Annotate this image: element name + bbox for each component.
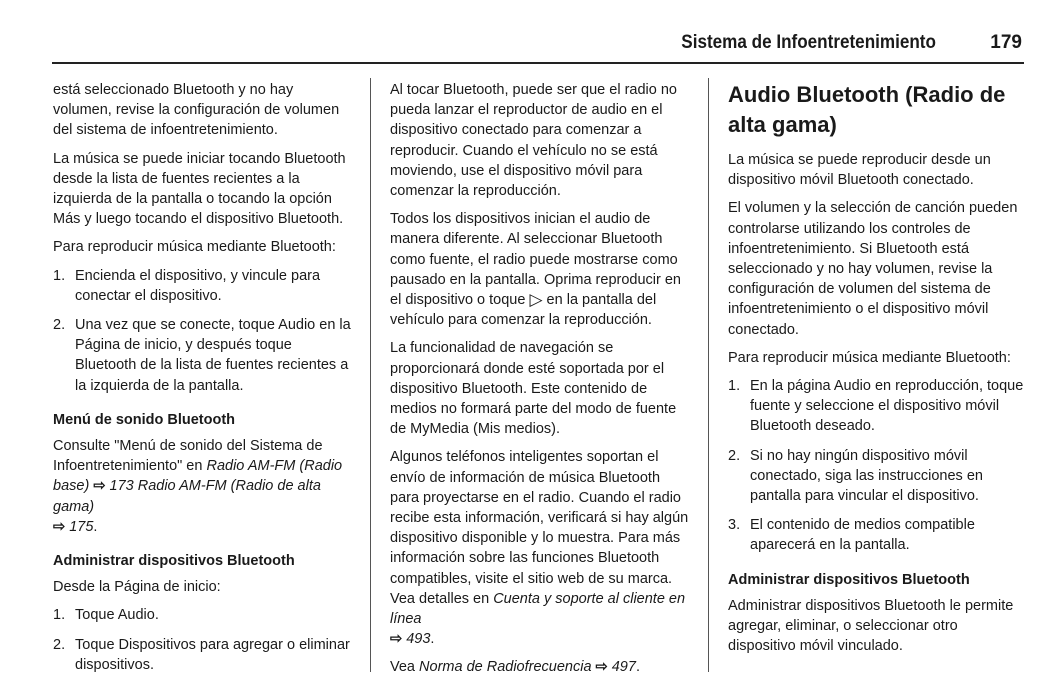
paragraph: Algunos teléfonos inteligentes soportan el envío de información de música Bluetooth para proyectarse en el radio. Cuando el radio recibe esta información, verificará si hay algún dispositivo disponible y lo muestra. Para más información sobre las funciones Bluetooth compatibles, visite el sitio web de su marca. Vea detalles en Cuenta y soporte al cliente en línea ⇨ 493. xyxy=(390,447,690,649)
paragraph: está seleccionado Bluetooth y no hay volumen, revise la configuración de volumen del sistema de infoentretenimiento. xyxy=(53,82,340,139)
xref-link[interactable]: Radio AM-FM (Radio base) xyxy=(53,458,343,495)
arrow-icon: ⇨ xyxy=(93,478,106,495)
list-item-text: Encienda el dispositivo, y vincule para conectar el dispositivo. xyxy=(75,267,321,304)
arrow-icon: ⇨ xyxy=(53,518,66,535)
list-item xyxy=(53,266,353,306)
page-ref[interactable]: 493 xyxy=(406,631,431,648)
text: Algunos teléfonos inteligentes soportan el envío de información de música Bluetooth para proyectarse en el radio. Cuando el radio recibe esta información, verificará si hay algún dispositivo disponible y lo muestra. Para más información sobre las funciones Bluetooth compatibles, visite el sitio web de su marca. Vea detalles en xyxy=(390,449,689,607)
paragraph xyxy=(390,209,690,330)
list-item xyxy=(53,315,353,396)
list-item xyxy=(53,605,353,625)
list-item xyxy=(728,446,1026,507)
list-item-number: 1. xyxy=(728,378,741,395)
xref-link[interactable]: Cuenta y soporte al cliente en línea xyxy=(390,590,686,628)
list-item-number: 2. xyxy=(53,317,66,334)
arrow-icon: ⇨ xyxy=(595,659,608,676)
column-1 xyxy=(53,80,353,684)
paragraph: Consulte "Menú de sonido del Sistema de Infoentretenimiento" en Radio AM-FM (Radio base) ⇨ 173 Radio AM-FM (Radio de alta gama) ⇨ 175. xyxy=(53,436,353,537)
list-item-text: Toque Dispositivos para agregar o eliminar dispositivos. xyxy=(75,636,350,673)
list-item-number: 1. xyxy=(53,607,66,624)
page-ref[interactable]: 175 xyxy=(69,518,94,535)
list-item xyxy=(728,376,1026,437)
section-heading: Audio Bluetooth (Radio de alta gama) xyxy=(728,82,1006,137)
paragraph: Administrar dispositivos Bluetooth le permite agregar, eliminar, o seleccionar otro dispositivo móvil vinculado. xyxy=(728,597,1014,655)
steps-list xyxy=(728,376,1026,556)
page-number: 179 xyxy=(990,32,1022,53)
list-item-text: Toque Audio. xyxy=(75,607,159,624)
page-header xyxy=(52,30,1024,60)
xref-link[interactable]: Radio AM-FM (Radio de alta gama) xyxy=(53,478,321,515)
list-item-text: Una vez que se conecte, toque Audio en la Página de inicio, y después toque Bluetooth de la lista de fuentes recientes a la izquierda de la pantalla. xyxy=(75,317,351,394)
text: Todos los dispositivos inician el audio de manera diferente. Al seleccionar Bluetooth como fuente, el radio puede mostrarse como pausado en la pantalla. Oprima reproducir en el dispositivo o toque xyxy=(390,211,681,309)
paragraph: Al tocar Bluetooth, puede ser que el radio no pueda lanzar el reproductor de audio en el dispositivo conectado para comenzar a reproducir. Cuando el vehículo no se está moviendo, use el dispositivo móvil para comenzar la reproducción. xyxy=(390,82,677,200)
play-icon: ▷ xyxy=(529,290,543,310)
page-ref[interactable]: 497 xyxy=(611,659,636,676)
text: en la pantalla del vehículo para comenzar la reproducción. xyxy=(390,292,657,329)
list-item-number: 1. xyxy=(53,267,66,284)
list-item-text: Si no hay ningún dispositivo móvil conectado, siga las instrucciones en pantalla para vincular el dispositivo. xyxy=(750,447,983,505)
paragraph: La música se puede reproducir desde un dispositivo móvil Bluetooth conectado. xyxy=(728,152,991,189)
list-item-text: En la página Audio en reproducción, toque fuente y seleccione el dispositivo móvil Bluetooth deseado. xyxy=(750,378,1024,435)
paragraph: El volumen y la selección de canción pueden controlarse utilizando los controles de infoentretenimiento. Si Bluetooth está seleccionado y no hay volumen, revise la configuración de volumen del sistema de infoentretenimiento o el dispositivo móvil conectado. xyxy=(728,200,1018,338)
text: Consulte "Menú de sonido del Sistema de Infoentretenimiento" en xyxy=(53,438,323,475)
column-2 xyxy=(390,80,690,686)
header-rule xyxy=(52,62,1024,64)
list-item xyxy=(53,635,353,675)
arrow-icon: ⇨ xyxy=(390,631,403,648)
section-title: Sistema de Infoentretenimiento xyxy=(681,32,936,53)
list-item-number: 2. xyxy=(728,447,741,464)
column-divider-1 xyxy=(370,78,371,672)
steps-list xyxy=(53,605,353,675)
subheading: Menú de sonido Bluetooth xyxy=(53,411,236,428)
paragraph: Desde la Página de inicio: xyxy=(53,579,221,596)
paragraph: Para reproducir música mediante Bluetooth: xyxy=(53,239,336,256)
list-item xyxy=(728,515,1026,555)
paragraph: Vea Norma de Radiofrecuencia ⇨ 497. xyxy=(390,657,690,677)
text: Vea xyxy=(390,659,420,676)
xref-link[interactable]: Norma de Radiofrecuencia xyxy=(419,659,592,676)
list-item-number: 2. xyxy=(53,636,66,653)
paragraph: Para reproducir música mediante Bluetooth: xyxy=(728,349,1011,366)
subheading: Administrar dispositivos Bluetooth xyxy=(728,571,970,588)
steps-list xyxy=(53,266,353,396)
list-item-text: El contenido de medios compatible aparecerá en la pantalla. xyxy=(750,517,975,554)
list-item-number: 3. xyxy=(728,517,741,534)
column-divider-2 xyxy=(708,78,709,672)
paragraph: La funcionalidad de navegación se proporcionará donde esté soportada por el dispositivo Bluetooth. Este contenido de medios no formará parte del modo de fuente de MyMedia (Mis medios). xyxy=(390,340,677,438)
column-3 xyxy=(728,80,1026,664)
subheading: Administrar dispositivos Bluetooth xyxy=(53,553,295,570)
page-ref[interactable]: 173 xyxy=(109,478,134,495)
paragraph: La música se puede iniciar tocando Bluetooth desde la lista de fuentes recientes a la izquierda de la pantalla o tocando la opción Más y luego tocando el dispositivo Bluetooth. xyxy=(53,150,346,228)
